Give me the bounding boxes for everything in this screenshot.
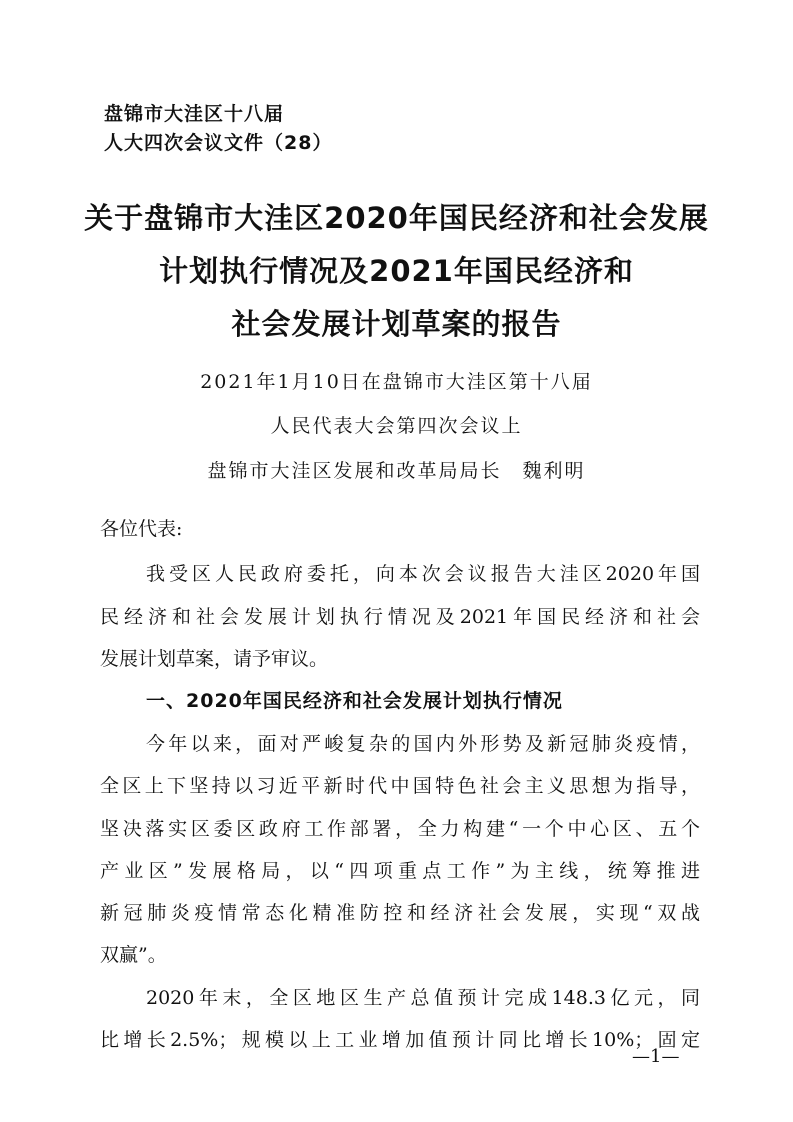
paragraph-3-line-1: 2020年末，全区地区生产总值预计完成148.3亿元，同 [146, 987, 700, 1009]
paragraph-2-line-5: 新冠肺炎疫情常态化精准防控和经济社会发展，实现“双战 [100, 902, 700, 924]
paragraph-1-line-1: 我受区人民政府委托，向本次会议报告大洼区2020年国 [146, 563, 700, 585]
paragraph-1-line-2: 民经济和社会发展计划执行情况及2021年国民经济和社会 [100, 606, 700, 628]
report-title-line-1: 关于盘锦市大洼区2020年国民经济和社会发展 [84, 201, 709, 235]
meeting-date-line: 2021年1月10日在盘锦市大洼区第十八届 [200, 371, 593, 393]
page-number: —1— [632, 1046, 680, 1067]
paragraph-2-line-4: 产业区”发展格局，以“四项重点工作”为主线，统筹推进 [100, 860, 700, 882]
paragraph-2-line-2: 全区上下坚持以习近平新时代中国特色社会主义思想为指导， [100, 775, 700, 797]
meeting-name-line: 人民代表大会第四次会议上 [270, 415, 523, 437]
salutation: 各位代表: [100, 518, 183, 540]
paragraph-2-line-3: 坚决落实区委区政府工作部署，全力构建“一个中心区、五个 [100, 818, 700, 840]
report-title-line-3: 社会发展计划草案的报告 [231, 307, 562, 341]
paragraph-1-line-3: 发展计划草案，请予审议。 [100, 648, 329, 670]
document-header-session: 盘锦市大洼区十八届 [104, 103, 285, 125]
report-title-line-2: 计划执行情况及2021年国民经济和 [159, 254, 634, 288]
reporter-line: 盘锦市大洼区发展和改革局局长 魏利明 [207, 460, 586, 482]
document-header-file-number: 人大四次会议文件（28） [104, 132, 333, 154]
paragraph-2-line-6: 双赢”。 [100, 944, 167, 966]
paragraph-3-line-2: 比增长2.5%；规模以上工业增加值预计同比增长10%；固定 [100, 1029, 700, 1051]
section-1-heading: 一、2020年国民经济和社会发展计划执行情况 [146, 690, 563, 712]
paragraph-2-line-1: 今年以来，面对严峻复杂的国内外形势及新冠肺炎疫情， [146, 733, 700, 755]
